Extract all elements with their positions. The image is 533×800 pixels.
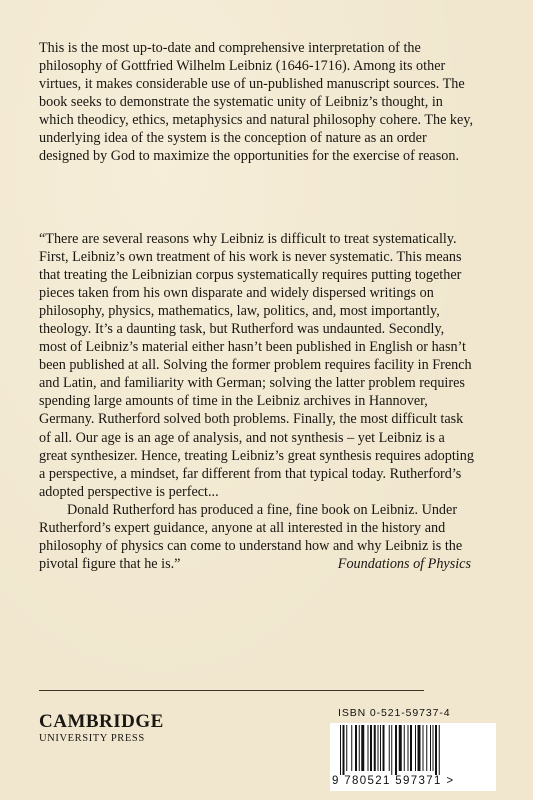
- review-paragraph-2: Donald Rutherford has produced a fine, fine book on Leibniz. Under Rutherford’s expert guidance, anyone at all interested in the history and philosophy of physics can come to understand how and why Leibniz is the pivotal figure that he is.”: [39, 501, 463, 572]
- review-paragraph-1: “There are several reasons why Leibniz is difficult to treat systematically. First, Leibniz’s own treatment of his work is never systematic. This means that treating the Leibnizian corpus systematically requires putting together pieces taken from his own disparate and widely dispersed writings on philosophy, physics, mathematics, law, politics, and, most importantly, theology. It’s a daunting task, but Rutherford was undaunted. Secondly, most of Leibniz’s material either hasn’t been published in English or hasn’t been published at all. Solving the former problem requires facility in French and Latin, and familiarity with German; solving the latter problem requires spending large amounts of time in the Leibniz archives in Hannover, Germany. Rutherford solved both problems. Finally, the most difficult task of all. Our age is an age of analysis, and not synthesis – yet Leibniz is a great synthesizer. Hence, treating Leibniz’s great synthesis requires adopting a perspective, a mindset, far different from that typical today. Rutherford’s adopted perspective is perfect...: [39, 231, 474, 500]
- book-description: This is the most up-to-date and comprehensive interpretation of the philosophy of Gottfried Wilhelm Leibniz (1646-1716). Among its other virtues, it makes considerable use of un-published manuscript sources. The book seeks to demonstrate the systematic unity of Leibniz’s thought, in which theodicy, ethics, metaphysics and natural philosophy cohere. The key, underlying idea of the system is the conception of nature as an order designed by God to maximize the opportunities for the exercise of reason.: [39, 40, 474, 164]
- review-quote: [39, 230, 475, 573]
- publisher-name-line1: CAMBRIDGE: [39, 711, 164, 732]
- barcode: [330, 723, 496, 791]
- barcode-digits: 9 780521 597371 >: [332, 775, 455, 787]
- divider-rule: [39, 690, 424, 691]
- barcode-bars-icon: [338, 725, 488, 775]
- publisher-name-line2: UNIVERSITY PRESS: [39, 733, 145, 744]
- review-source: Foundations of Physics: [337, 555, 471, 572]
- isbn-label: ISBN 0-521-59737-4: [338, 707, 451, 719]
- publisher-logo: [39, 712, 199, 745]
